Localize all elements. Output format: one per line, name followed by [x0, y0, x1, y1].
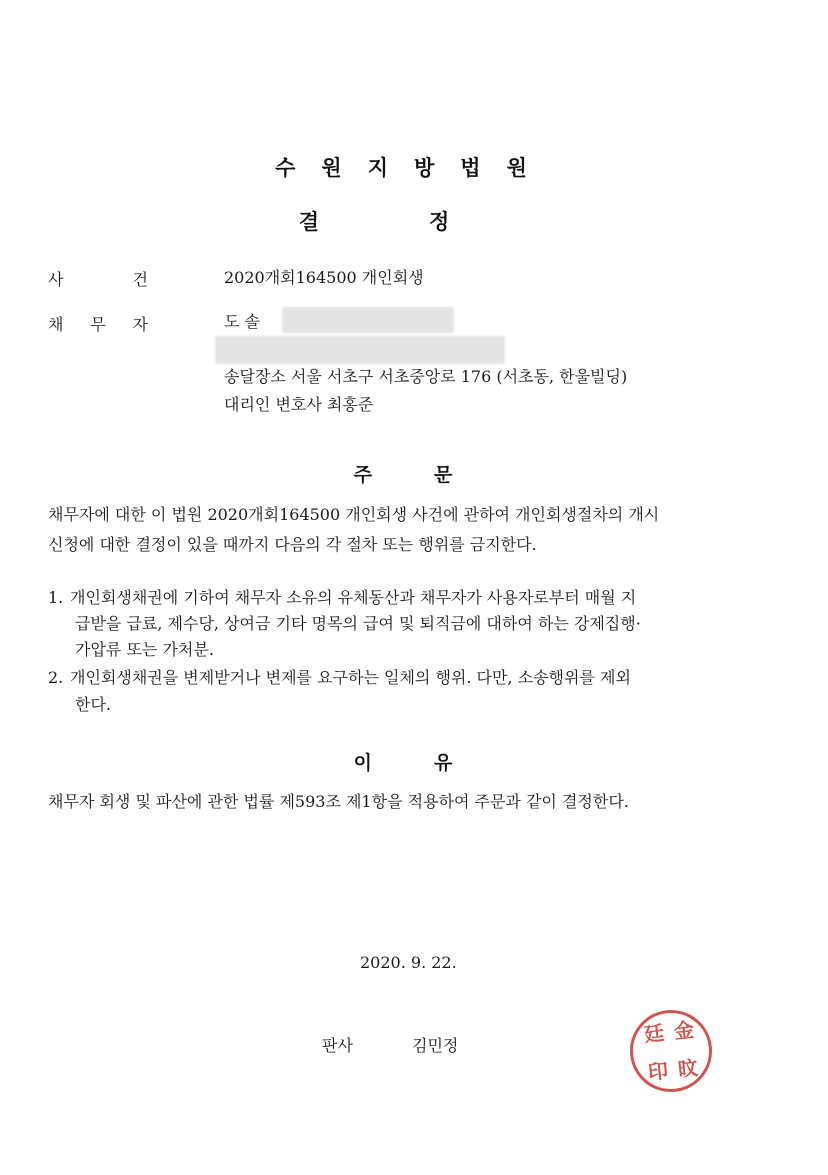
seal-char-2: 金: [672, 1017, 696, 1044]
redacted-address-block: [215, 336, 505, 364]
case-label-char-2: 건: [132, 270, 148, 289]
order-item-2-line-2: 한다.: [75, 695, 111, 714]
debtor-label: [48, 312, 148, 335]
judge-seal-stamp: [626, 1006, 716, 1096]
seal-char-3: 印: [646, 1058, 670, 1085]
court-name: 수원지방법원: [275, 156, 553, 180]
case-label-char-1: 사: [48, 270, 64, 289]
order-heading: 주문: [353, 464, 515, 486]
debtor-label-char-1: 채: [48, 315, 64, 334]
order-item-1-line-1: 개인회생채권에 기하여 채무자 소유의 유체동산과 채무자가 사용자로부터 매월 지: [70, 588, 637, 607]
order-paragraph-line-2: 신청에 대한 결정이 있을 때까지 다음의 각 절차 또는 행위를 금지한다.: [48, 535, 537, 554]
reason-heading: 이유: [353, 752, 515, 774]
order-item-2-number: 2.: [48, 668, 64, 687]
debtor-name: 도 솔: [224, 312, 260, 331]
court-title: [0, 152, 828, 182]
decision-date: 2020. 9. 22.: [360, 953, 457, 972]
redacted-name-block: [282, 307, 454, 333]
debtor-label-char-3: 자: [132, 315, 148, 334]
case-label: [48, 267, 148, 290]
debtor-label-char-2: 무: [90, 315, 106, 334]
case-label-text: [48, 267, 148, 290]
debtor-agent: 대리인 변호사 최홍준: [224, 395, 374, 414]
seal-char-1: 廷: [642, 1020, 666, 1047]
judge-title: 판사: [322, 1036, 353, 1055]
debtor-address: 송달장소 서울 서초구 서초중앙로 176 (서초동, 한울빌딩): [224, 367, 628, 386]
order-paragraph-line-1: 채무자에 대한 이 법원 2020개회164500 개인회생 사건에 관하여 개인회생절차의 개시: [48, 505, 660, 524]
debtor-label-text: [48, 312, 148, 335]
seal-char-4: 旼: [676, 1055, 700, 1082]
document-type: 결정: [298, 210, 560, 234]
order-item-1-line-3: 가압류 또는 가처분.: [75, 640, 214, 659]
reason-text: 채무자 회생 및 파산에 관한 법률 제593조 제1항을 적용하여 주문과 같이 결정한다.: [48, 792, 629, 811]
case-value: 2020개회164500 개인회생: [224, 268, 424, 287]
order-item-1-number: 1.: [48, 588, 64, 607]
order-item-2-line-1: 개인회생채권을 변제받거나 변제를 요구하는 일체의 행위. 다만, 소송행위를 제외: [70, 668, 631, 687]
judge-name: 김민정: [412, 1036, 459, 1055]
order-item-1-line-2: 급받을 급료, 제수당, 상여금 기타 명목의 급여 및 퇴직금에 대하여 하는 강제집행·: [75, 614, 641, 633]
